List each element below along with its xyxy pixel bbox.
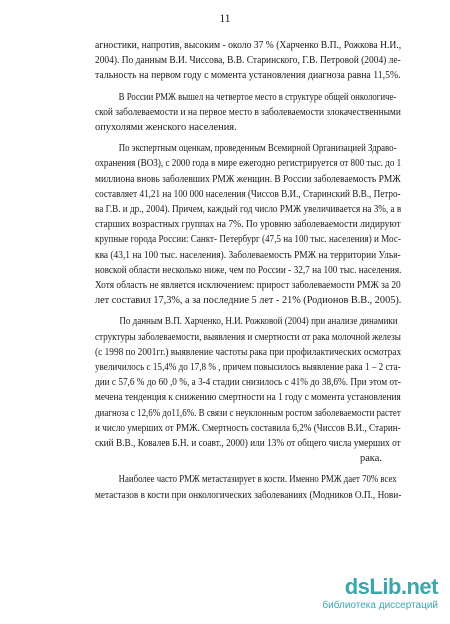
- page-number: 11: [219, 13, 231, 25]
- text-line: Хотя область не является исключением: прирост заболеваемости РМЖ за 20: [95, 280, 401, 292]
- watermark: [270, 576, 438, 612]
- text-line: опухолями женского населения.: [95, 122, 237, 134]
- text-line: тальность на первом году с момента установления диагноза равна 11,5%.: [95, 70, 401, 82]
- text-line: дии с 57,6 % до 60 ,0 %, а 3-4 стадии снизилось с 41% до 38,6%. При этом от-: [95, 377, 402, 389]
- text-line: ской заболеваемости и на первое место в заболеваемости злокачественными: [95, 106, 401, 118]
- text-line: По экспертным оценкам, проведенным Всемирной Организацией Здраво-: [118, 143, 397, 155]
- paragraph-1: [95, 38, 401, 84]
- text-line: охранения (ВОЗ), с 2000 года в мире ежегодно регистрируется от 800 тыс. до 1: [95, 158, 402, 170]
- text-line: ква (43,1 на 100 тыс. населения). Заболеваемость РМЖ на территории Улья-: [95, 249, 401, 261]
- text-line: агностики, напротив, высоким - около 37 % (Харченко В.П., Рожкова Н.И.,: [95, 40, 402, 51]
- text-line: ва Г.В. и др., 2004). Причем, каждый год число РМЖ увеличивается на 3%, а в: [95, 204, 402, 216]
- text-line: (с 1998 по 2001гг.) выявление частоты рака при профилактических осмотрах: [95, 346, 402, 358]
- text-line: крупные города России: Санкт- Петербург (47,5 на 100 тыс. населения) и Мос-: [95, 234, 401, 246]
- paragraph-2: [95, 90, 401, 136]
- watermark-logo: dsLib.net: [344, 574, 438, 599]
- text-line: В России РМЖ вышел на четвертое место в структуре общей онкологиче-: [118, 91, 397, 103]
- text-line: увеличилось с 15,4% до 17,8 % , причем повысилось выявление рака 1 – 2 ста-: [95, 362, 401, 374]
- text-line: структуры заболеваемости, выявления и смертности от рака молочной железы: [95, 331, 401, 343]
- text-line: метастазов в кости при онкологических заболеваниях (Модников О.П., Нови-: [95, 489, 402, 501]
- text-line: миллиона вновь заболевших РМЖ женщин. В России заболеваемость РМЖ: [95, 173, 401, 185]
- text-line: 2004). По данным В.И. Чиссова, В.В. Старинского, Г.В. Петровой (2004) ле-: [95, 55, 401, 67]
- paragraph-5: [95, 472, 401, 502]
- text-line: По данным В.П. Харченко, Н.И. Рожковой (2004) при анализе динамики: [119, 316, 398, 328]
- text-line: ский В.В., Ковалев Б.Н. и соавт., 2000) или 13% от общего числа умерших от: [95, 438, 401, 450]
- text-line: мечена тенденция к снижению смертности на 1 году с момента установления: [95, 392, 401, 404]
- paragraph-4: [95, 314, 401, 466]
- document-body: [95, 38, 401, 503]
- paragraph-3: [95, 141, 401, 308]
- text-line: рака.: [360, 453, 382, 465]
- text-line: и число умерших от РМЖ. Смертность составила 6,2% (Чиссов В.И., Старин-: [95, 422, 401, 434]
- text-line: Наиболее часто РМЖ метастазирует в кости. Именно РМЖ дает 70% всех: [118, 474, 397, 486]
- text-line: новской области несколько ниже, чем по России - 32,7 на 100 тыс. населения.: [95, 264, 402, 276]
- text-line: старших возрастных группах на 7%. По уровню заболеваемости лидируют: [95, 219, 401, 231]
- text-line: диагноза с 12,6% до11,6%. В связи с неуклонным ростом заболеваемости растет: [95, 407, 401, 419]
- text-line: составляет 41,21 на 100 000 населения (Чиссов В.И., Старинский В.В., Петро-: [95, 188, 401, 200]
- text-line: лет составил 17,3%, а за последние 5 лет - 21% (Родионов В.В., 2005).: [95, 295, 402, 307]
- watermark-subtitle: библиотека диссертаций: [322, 600, 438, 611]
